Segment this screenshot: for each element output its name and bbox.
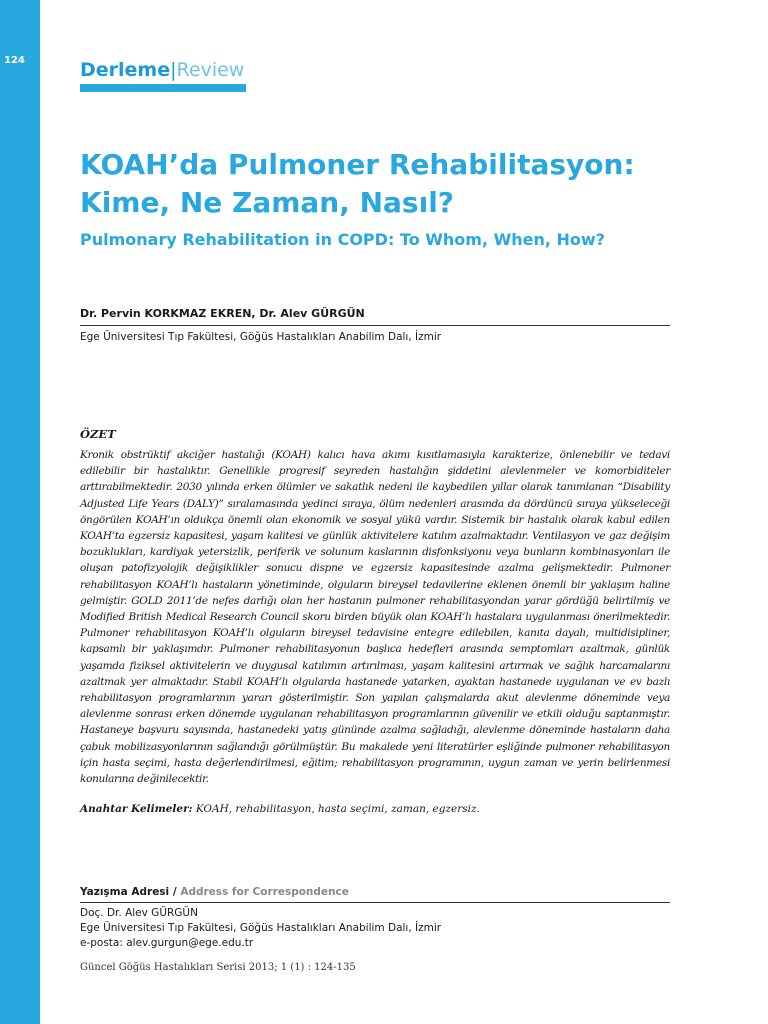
- keywords: [80, 801, 670, 817]
- section-underline: [80, 84, 246, 92]
- correspondence-email: e-posta: alev.gurgun@ege.edu.tr: [80, 937, 254, 949]
- correspondence-label-en: Address for Correspondence: [180, 886, 349, 898]
- section-label-tr: Derleme: [80, 59, 171, 81]
- correspondence-institution: Ege Üniversitesi Tıp Fakültesi, Göğüs Hastalıkları Anabilim Dalı, İzmir: [80, 922, 442, 934]
- article-subtitle: Pulmonary Rehabilitation in COPD: To Whom, When, How?: [80, 230, 605, 249]
- abstract-body: Kronik obstrüktif akciğer hastalığı (KOAH) kalıcı hava akımı kısıtlamasıyla karakterize, önlenebilir ve tedavi edilebilir bir hastalıktır. Genellikle progresif seyreden hastalığın şiddetini alevlenmeler ve komorbiditeler arttırabilmektedir. 2030 yılında erken ölümler ve sakatlık nedeni ile kaybedilen yıllar olarak tanımlanan “Disability Adjusted Life Years (DALY)” sıralamasında yedinci sıraya, ölüm nedenleri arasında da dördüncü sıraya yükseleceği öngörülen KOAH’ın oldukça önemli olan ekonomik ve sosyal yükü vardır. Sistemik bir hastalık olarak kabul edilen KOAH’ta egzersiz kapasitesi, yaşam kalitesi ve günlük aktivitelere katılım azalmaktadır. Ventilasyon ve gaz değişim bozuklukları, kardiyak yetersizlik, periferik ve solunum kaslarının disfonksiyonu veya bunların kombinasyonları ile oluşan patofizyolojik değişiklikler sonucu dispne ve egzersiz kapasitesinde azalma gelişmektedir. Pulmoner rehabilitasyon KOAH’lı hastaların yönetiminde, olguların bireysel tedavilerine eklenen önemli bir yaklaşım haline gelmiştir. GOLD 2011’de nefes darlığı olan her hastanın pulmoner rehabilitasyondan yarar gördüğü belirtilmiş ve Modified British Medical Research Council skoru birden büyük olan KOAH’lı hastalara uygulanması önerilmektedir. Pulmoner rehabilitasyon KOAH’lı olguların bireysel tedavisine entegre edilebilen, kanıta dayalı, multidisipliner, kapsamlı bir yaklaşımdır. Pulmoner rehabilitasyonun başlıca hedefleri arasında semptomları azaltmak, günlük yaşamda fiziksel aktivitelerin ve duygusal katılımın artırılması, yaşam kalitesini artırmak ve sağlık harcamalarını azaltmak yer almaktadır. Stabil KOAH’lı olgularda hastanede yatarken, ayaktan hastanede uygulanan ve ev bazlı rehabilitasyon programlarının yararı gösterilmiştir. Son yapılan çalışmalarda akut alevlenme döneminde veya alevlenme sonrası erken dönemde uygulanan rehabilitasyon programlarının güvenilir ve etkili olduğu saptanmıştır. Hastaneye başvuru sayısında, hastanedeki yatış gününde azalma sağladığı, alevlenme döneminde hastaların daha çabuk mobilizasyonlarının sağlandığı görülmüştür. Bu makalede yeni literatürler eşliğinde pulmoner rehabilitasyon için hasta seçimi, hasta değerlendirilmesi, eğitim; rehabilitasyon programının, uygun zaman ve yerin belirlenmesi konularına değinilecektir.: [80, 449, 670, 786]
- section-separator: |: [170, 59, 177, 81]
- keywords-text: KOAH, rehabilitasyon, hasta seçimi, zaman, egzersiz.: [195, 803, 480, 815]
- article-title: KOAH’da Pulmoner Rehabilitasyon: Kime, Ne Zaman, Nasıl?: [80, 148, 635, 219]
- page-number: 124: [4, 55, 25, 66]
- correspondence-label-tr: Yazışma Adresi /: [80, 886, 177, 898]
- abstract-heading: ÖZET: [80, 427, 116, 441]
- section-label-en: Review: [176, 59, 245, 81]
- correspondence-address: [80, 906, 441, 951]
- correspondence-name: Doç. Dr. Alev GÜRGÜN: [80, 907, 198, 919]
- authors-divider: [80, 325, 670, 326]
- affiliation: Ege Üniversitesi Tıp Fakültesi, Göğüs Hastalıkları Anabilim Dalı, İzmir: [80, 331, 442, 343]
- keywords-label: Anahtar Kelimeler:: [80, 803, 193, 815]
- journal-citation: Güncel Göğüs Hastalıkları Serisi 2013; 1 (1) : 124-135: [80, 962, 356, 973]
- correspondence-heading: [80, 884, 349, 900]
- section-label: [80, 58, 244, 82]
- page-sidebar: [0, 0, 40, 1024]
- authors: Dr. Pervin KORKMAZ EKREN, Dr. Alev GÜRGÜN: [80, 307, 365, 320]
- correspondence-divider: [80, 902, 670, 903]
